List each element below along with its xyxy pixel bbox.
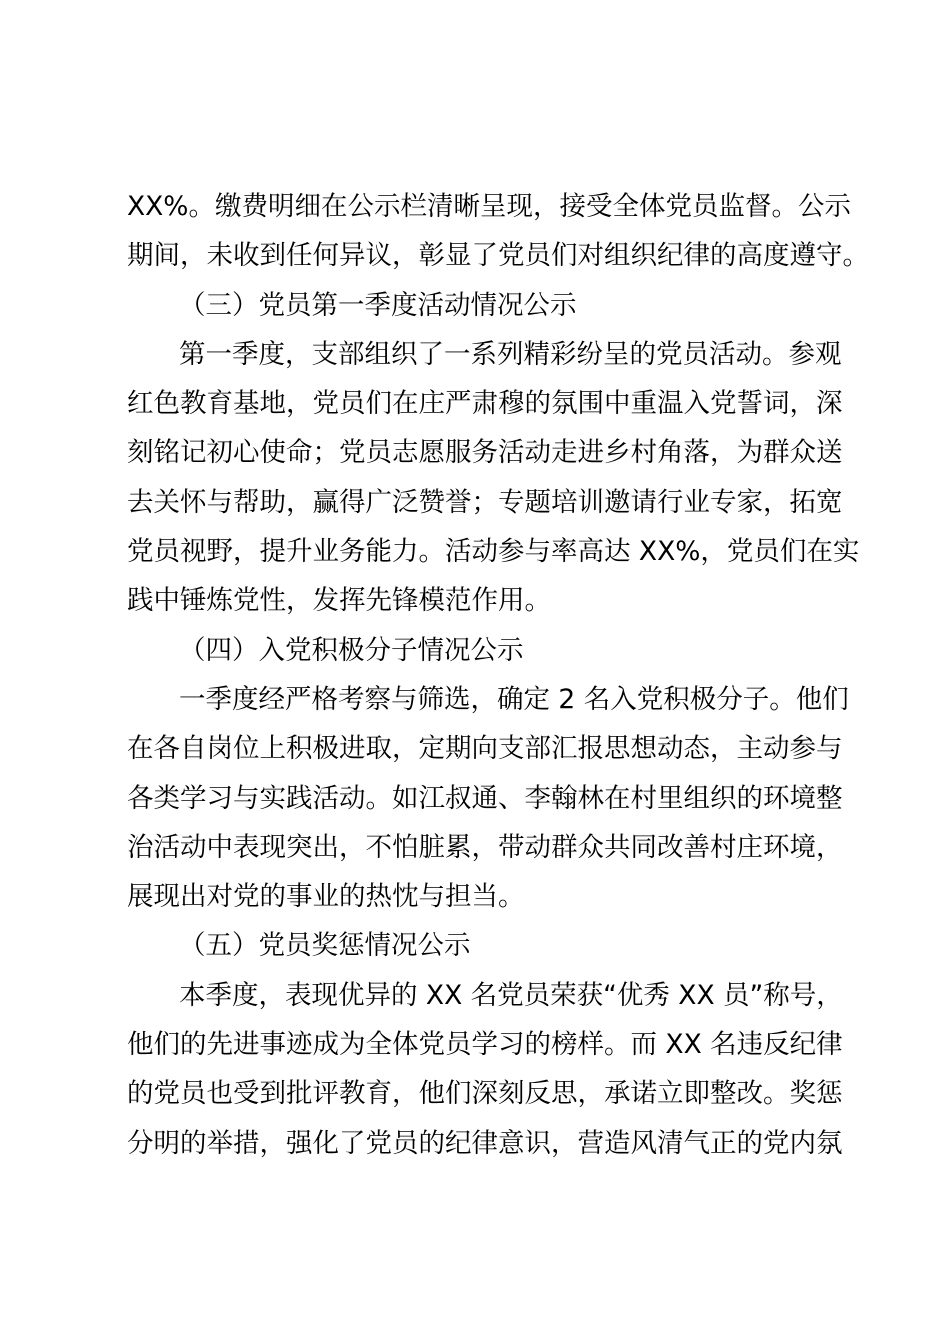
text-line: 各类学习与实践活动。如江叔通、李翰林在村里组织的环境整 xyxy=(127,782,843,814)
text-line: 践中锤炼党性，发挥先锋模范作用。 xyxy=(127,585,551,617)
section-heading-3: （三）党员第一季度活动情况公示 xyxy=(179,289,577,321)
document-body xyxy=(127,182,869,1168)
text-line: 在各自岗位上积极进取，定期向支部汇报思想动态，主动参与 xyxy=(127,733,843,765)
text-line: 治活动中表现突出，不怕脏累，带动群众共同改善村庄环境， xyxy=(127,831,843,863)
text-line: 展现出对党的事业的热忱与担当。 xyxy=(127,881,525,913)
text-line: 第一季度，支部组织了一系列精彩纷呈的党员活动。参观 xyxy=(179,338,842,370)
text-line: XX%。缴费明细在公示栏清晰呈现，接受全体党员监督。公示 xyxy=(127,191,851,222)
text-line: 他们的先进事迹成为全体党员学习的榜样。而 XX 名违反纪律 xyxy=(127,1029,843,1061)
text-line: 的党员也受到批评教育，他们深刻反思，承诺立即整改。奖惩 xyxy=(127,1078,843,1110)
section-heading-5: （五）党员奖惩情况公示 xyxy=(179,930,471,962)
text-line: 去关怀与帮助，赢得广泛赞誉；专题培训邀请行业专家，拓宽 xyxy=(127,486,843,518)
section-heading-4: （四）入党积极分子情况公示 xyxy=(179,634,524,666)
text-line: 红色教育基地，党员们在庄严肃穆的氛围中重温入党誓词，深 xyxy=(127,388,843,420)
text-line: 分明的举措，强化了党员的纪律意识，营造风清气正的党内氛 xyxy=(127,1127,843,1159)
text-line: 党员视野，提升业务能力。活动参与率高达 XX%，党员们在实 xyxy=(127,536,860,568)
text-line: 本季度，表现优异的 XX 名党员荣获“优秀 XX 员”称号， xyxy=(179,979,843,1011)
text-line: 期间，未收到任何异议，彰显了党员们对组织纪律的高度遵守。 xyxy=(127,240,869,272)
text-line: 刻铭记初心使命；党员志愿服务活动走进乡村角落，为群众送 xyxy=(127,437,843,469)
text-line: 一季度经严格考察与筛选，确定 2 名入党积极分子。他们 xyxy=(179,683,849,715)
